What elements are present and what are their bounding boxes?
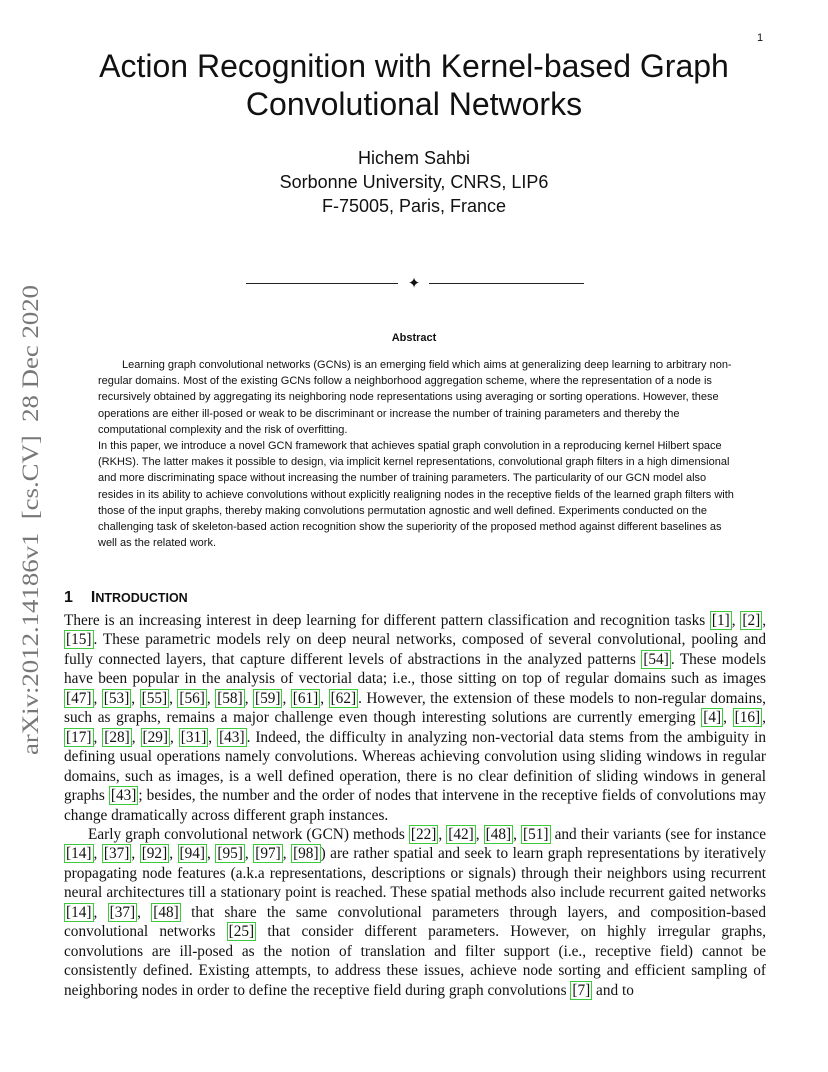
citation-link[interactable]: [16] [734, 709, 761, 727]
citation-link[interactable]: [61] [292, 689, 319, 707]
citation-link[interactable]: [43] [219, 728, 245, 746]
page-number: 1 [757, 32, 764, 44]
citation-link[interactable]: [7] [572, 981, 591, 999]
abstract-paragraph-1: Learning graph convolutional networks (GCNs) is an emerging field which aims at generalizing deep learning to arbitrary non-regular domains. Most of the existing GCNs follow a neighborhood aggregation scheme, where the representation of a node is recursively obtained by aggregating its neighboring node representations using averaging or sorting operations. However, these operations are either ill-posed or weak to be discriminant or increase the number of training parameters and thereby the computational complexity and the risk of overfitting. [98, 359, 732, 436]
section-separator [246, 273, 584, 293]
citation-link[interactable]: [98] [293, 845, 319, 863]
citation-link[interactable]: [95] [217, 845, 243, 863]
author-affiliation: Sorbonne University, CNRS, LIP6 [279, 172, 549, 192]
citation-link[interactable]: [58] [217, 689, 243, 707]
citation-link[interactable]: [51] [523, 825, 549, 843]
citation-link[interactable]: [47] [66, 689, 92, 707]
citation-link[interactable]: [14] [66, 903, 92, 921]
citation-link[interactable]: [2] [742, 612, 761, 629]
citation-link[interactable]: [14] [66, 845, 92, 863]
citation-link[interactable]: [31] [180, 728, 207, 746]
citation-link[interactable]: [37] [103, 845, 130, 863]
body-paragraph: Early graph convolutional network (GCN) methods [22] , [42] , [48] , [51] and their variants (see for instance [14] , [37] , [92] , [94] , [95] , [97] , [98] ) are rather spatial and seek to learn graph representations by iteratively propagating node features (a.k.a representations, descriptions or signals) through their neighbors using recurrent neural architectures till a stationary point is reached. These spatial methods also include recurrent gaited networks [14] , [37] , [48] that share the same convolutional parameters through layers, and composition-based convolutional networks [25] that consider different parameters. However, on highly irregular graphs, convolutions are ill-posed as the notion of translation and filter support (i.e., receptive field) cannot be consistently defined. Existing attempts, to address these issues, achieve node sorting and efficient sampling of neighboring nodes in order to define the receptive field during graph convolutions [7] and to [64, 825, 767, 999]
section-title-rest: NTRODUCTION [95, 591, 188, 605]
author-name: Hichem Sahbi [357, 148, 471, 168]
citation-link[interactable]: [22] [410, 825, 437, 843]
citation-link[interactable]: [97] [255, 845, 281, 863]
abstract-heading: Abstract [391, 332, 437, 344]
citation-link[interactable]: [25] [228, 923, 255, 941]
abstract-paragraph-2: In this paper, we introduce a novel GCN framework that achieves spatial graph convolution in a reproducing kernel Hilbert space (RKHS). The latter makes it possible to design, via implicit kernel representations, convolutional graph filters in a high dimensional and more discriminating space without increasing the number of training parameters. The particularity of our GCN model also resides in its ability to achieve convolutions without explicitly realigning nodes in the receptive fields of the learned graph filters with those of the input graphs, thereby making convolutions permutation agnostic and well defined. Experiments conducted on the challenging task of skeleton-based action recognition show the superiority of the proposed method against different baselines as well as the related work. [98, 440, 734, 550]
section-heading-introduction [64, 589, 188, 607]
diamond-icon: ✦ [407, 274, 421, 292]
title-line-2: Convolutional Networks [245, 86, 583, 122]
citation-link[interactable]: [62] [330, 689, 357, 707]
citation-link[interactable]: [94] [179, 845, 206, 863]
citation-link[interactable]: [54] [643, 650, 669, 668]
section-number: 1 [64, 589, 73, 606]
arxiv-stamp [15, 285, 45, 755]
author-block [160, 146, 668, 218]
citation-link[interactable]: [53] [103, 689, 130, 707]
introduction-body [64, 611, 766, 1000]
citation-link[interactable]: [92] [141, 845, 168, 863]
citation-link[interactable]: [48] [153, 903, 179, 921]
paper-title [60, 47, 768, 123]
citation-link[interactable]: [17] [66, 728, 92, 746]
section-title-initial: I [90, 589, 96, 606]
arxiv-stamp-text: arXiv:2012.14186v1 [cs.CV] 28 Dec 2020 [18, 351, 43, 755]
author-address: F-75005, Paris, France [321, 196, 507, 216]
citation-link[interactable]: [42] [448, 825, 474, 843]
citation-link[interactable]: [56] [179, 689, 205, 707]
citation-link[interactable]: [15] [66, 631, 92, 649]
citation-link[interactable]: [37] [109, 903, 136, 921]
abstract-body [98, 357, 734, 551]
citation-link[interactable]: [55] [141, 689, 168, 707]
citation-link[interactable]: [4] [703, 709, 722, 727]
citation-link[interactable]: [1] [711, 612, 730, 629]
body-paragraph: There is an increasing interest in deep learning for different pattern classification and recognition tasks [1] , [2] , [15] . These parametric models rely on deep neural networks, composed of several convolutional, pooling and fully connected layers, that capture different levels of abstractions in the analyzed patterns [54] . These models have been popular in the analysis of vectorial data; i.e., those sitting on top of regular domains such as images [47] , [53] , [55] , [56] , [58] , [59] , [61] , [62] . However, the extension of these models to non-regular domains, such as graphs, remains a major challenge even though interesting solutions are currently emerging [4] , [16] , [17] , [28] , [29] , [31] , [43] . Indeed, the difficulty in analyzing non-vectorial data stems from the ambiguity in defining usual operations namely convolutions. Whereas achieving convolution using sliding windows in regular domains, such as images, is a well defined operation, there is no clear definition of sliding windows in general graphs [43] ; besides, the number and the order of nodes that intervene in the receptive fields of convolutions may change dramatically across different graph instances. [64, 612, 767, 824]
title-line-1: Action Recognition with Kernel-based Graph [99, 48, 729, 84]
separator-line-left [246, 283, 398, 284]
separator-line-right [429, 283, 584, 284]
citation-link[interactable]: [28] [104, 728, 130, 746]
citation-link[interactable]: [29] [142, 728, 169, 746]
citation-link[interactable]: [48] [485, 825, 512, 843]
citation-link[interactable]: [43] [110, 787, 137, 805]
citation-link[interactable]: [59] [254, 689, 281, 707]
